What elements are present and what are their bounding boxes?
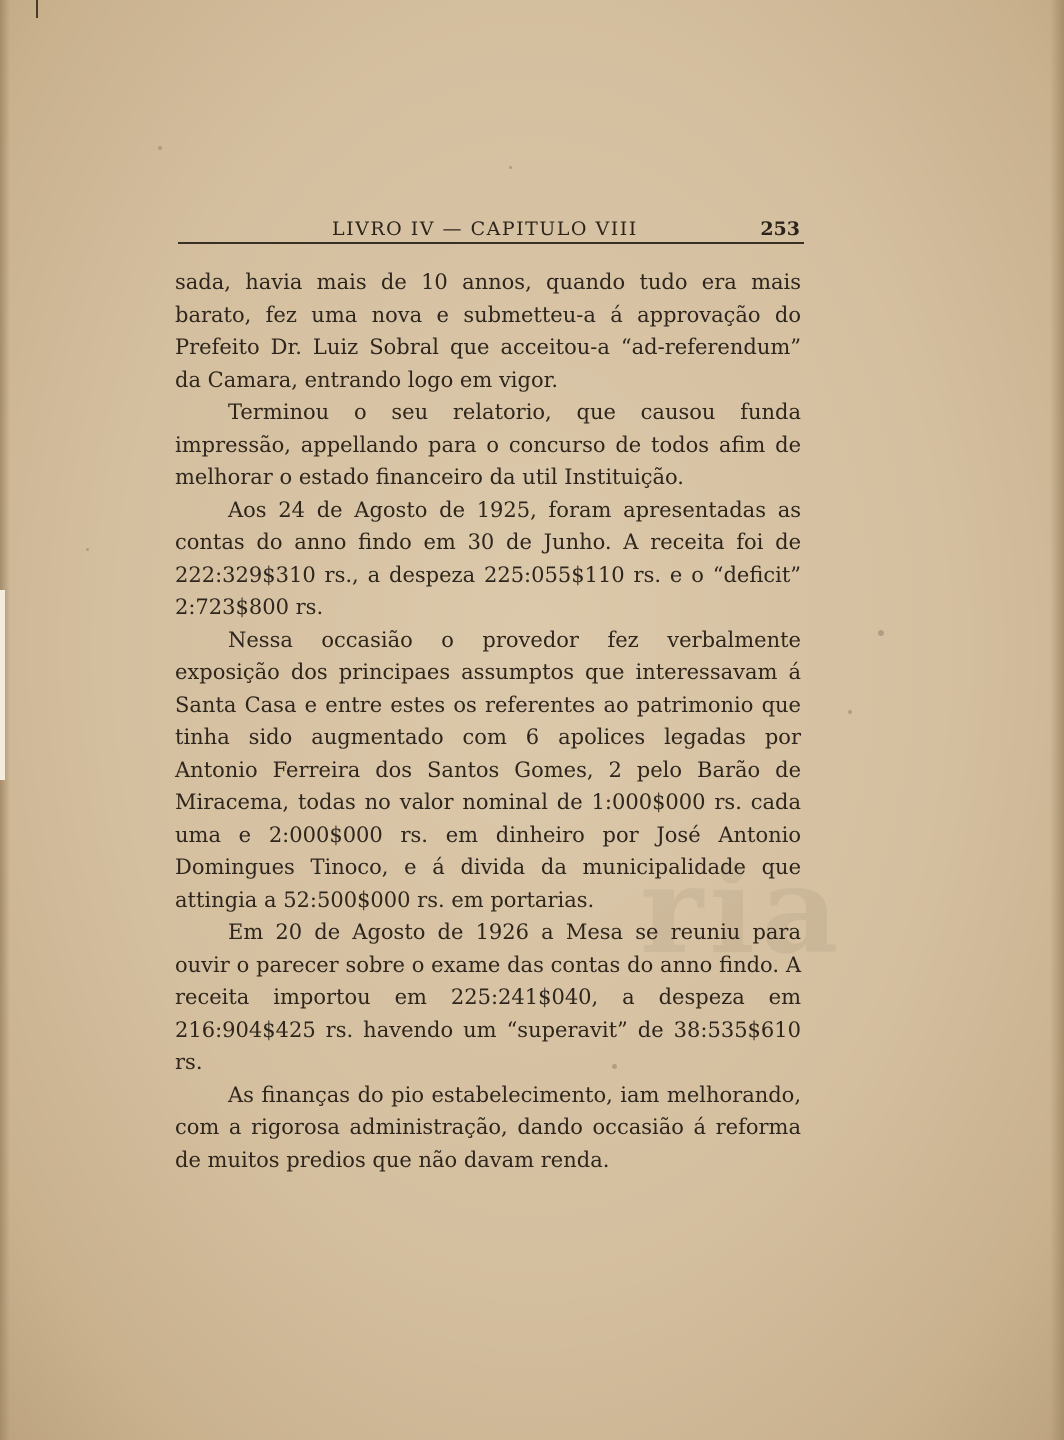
paragraph: Aos 24 de Agosto de 1925, foram apresentadas as contas do anno findo em 30 de Junho. A receita foi de 222:329$310 rs., a despeza 225:055$110 rs. e o “deficit” 2:723$800 rs. [175,497,801,619]
chapter-heading: LIVRO IV — CAPITULO VIII [332,218,638,240]
watermark: ria [640,840,845,981]
page-edge-gap [0,590,5,780]
paper-speck [848,710,852,714]
body-text [175,266,801,1176]
paragraph: Em 20 de Agosto de 1926 a Mesa se reuniu para ouvir o parecer sobre o exame das contas do anno findo. A receita importou em 225:241$040, a despeza em 216:904$425 rs. havendo um “superavit” de 38:535$610 rs. [175,920,801,1074]
page-right-edge [1050,0,1064,1440]
top-corner-mark [36,0,38,18]
paragraph: As finanças do pio estabelecimento, iam melhorando, com a rigorosa administração, dando occasião á reforma de muitos predios que não davam renda. [175,1082,801,1172]
paper-speck [509,166,512,169]
running-header [178,216,802,244]
paper-speck [86,548,89,551]
paper-speck [878,630,884,636]
paper-speck [158,146,162,150]
page-number: 253 [760,218,800,240]
header-rule [178,242,804,244]
paragraph: sada, havia mais de 10 annos, quando tudo era mais barato, fez uma nova e submetteu-a á approvação do Prefeito Dr. Luiz Sobral que acceitou-a “ad-referendum” da Camara, entrando logo em vigor. [175,270,801,392]
paragraph: Terminou o seu relatorio, que causou funda impressão, appellando para o concurso de todos afim de melhorar o estado financeiro da util Instituição. [175,400,801,489]
paragraph: Nessa occasião o provedor fez verbalmente exposição dos principaes assumptos que interessavam á Santa Casa e entre estes os referentes ao patrimonio que tinha sido augmentado com 6 apolices legadas por Antonio Ferreira dos Santos Gomes, 2 pelo Barão de Miracema, todas no valor nominal de 1:000$000 rs. cada uma e 2:000$000 rs. em dinheiro por José Antonio Domingues Tinoco, e á divida da municipalidade que attingia a 52:500$000 rs. em portarias. [175,627,801,912]
